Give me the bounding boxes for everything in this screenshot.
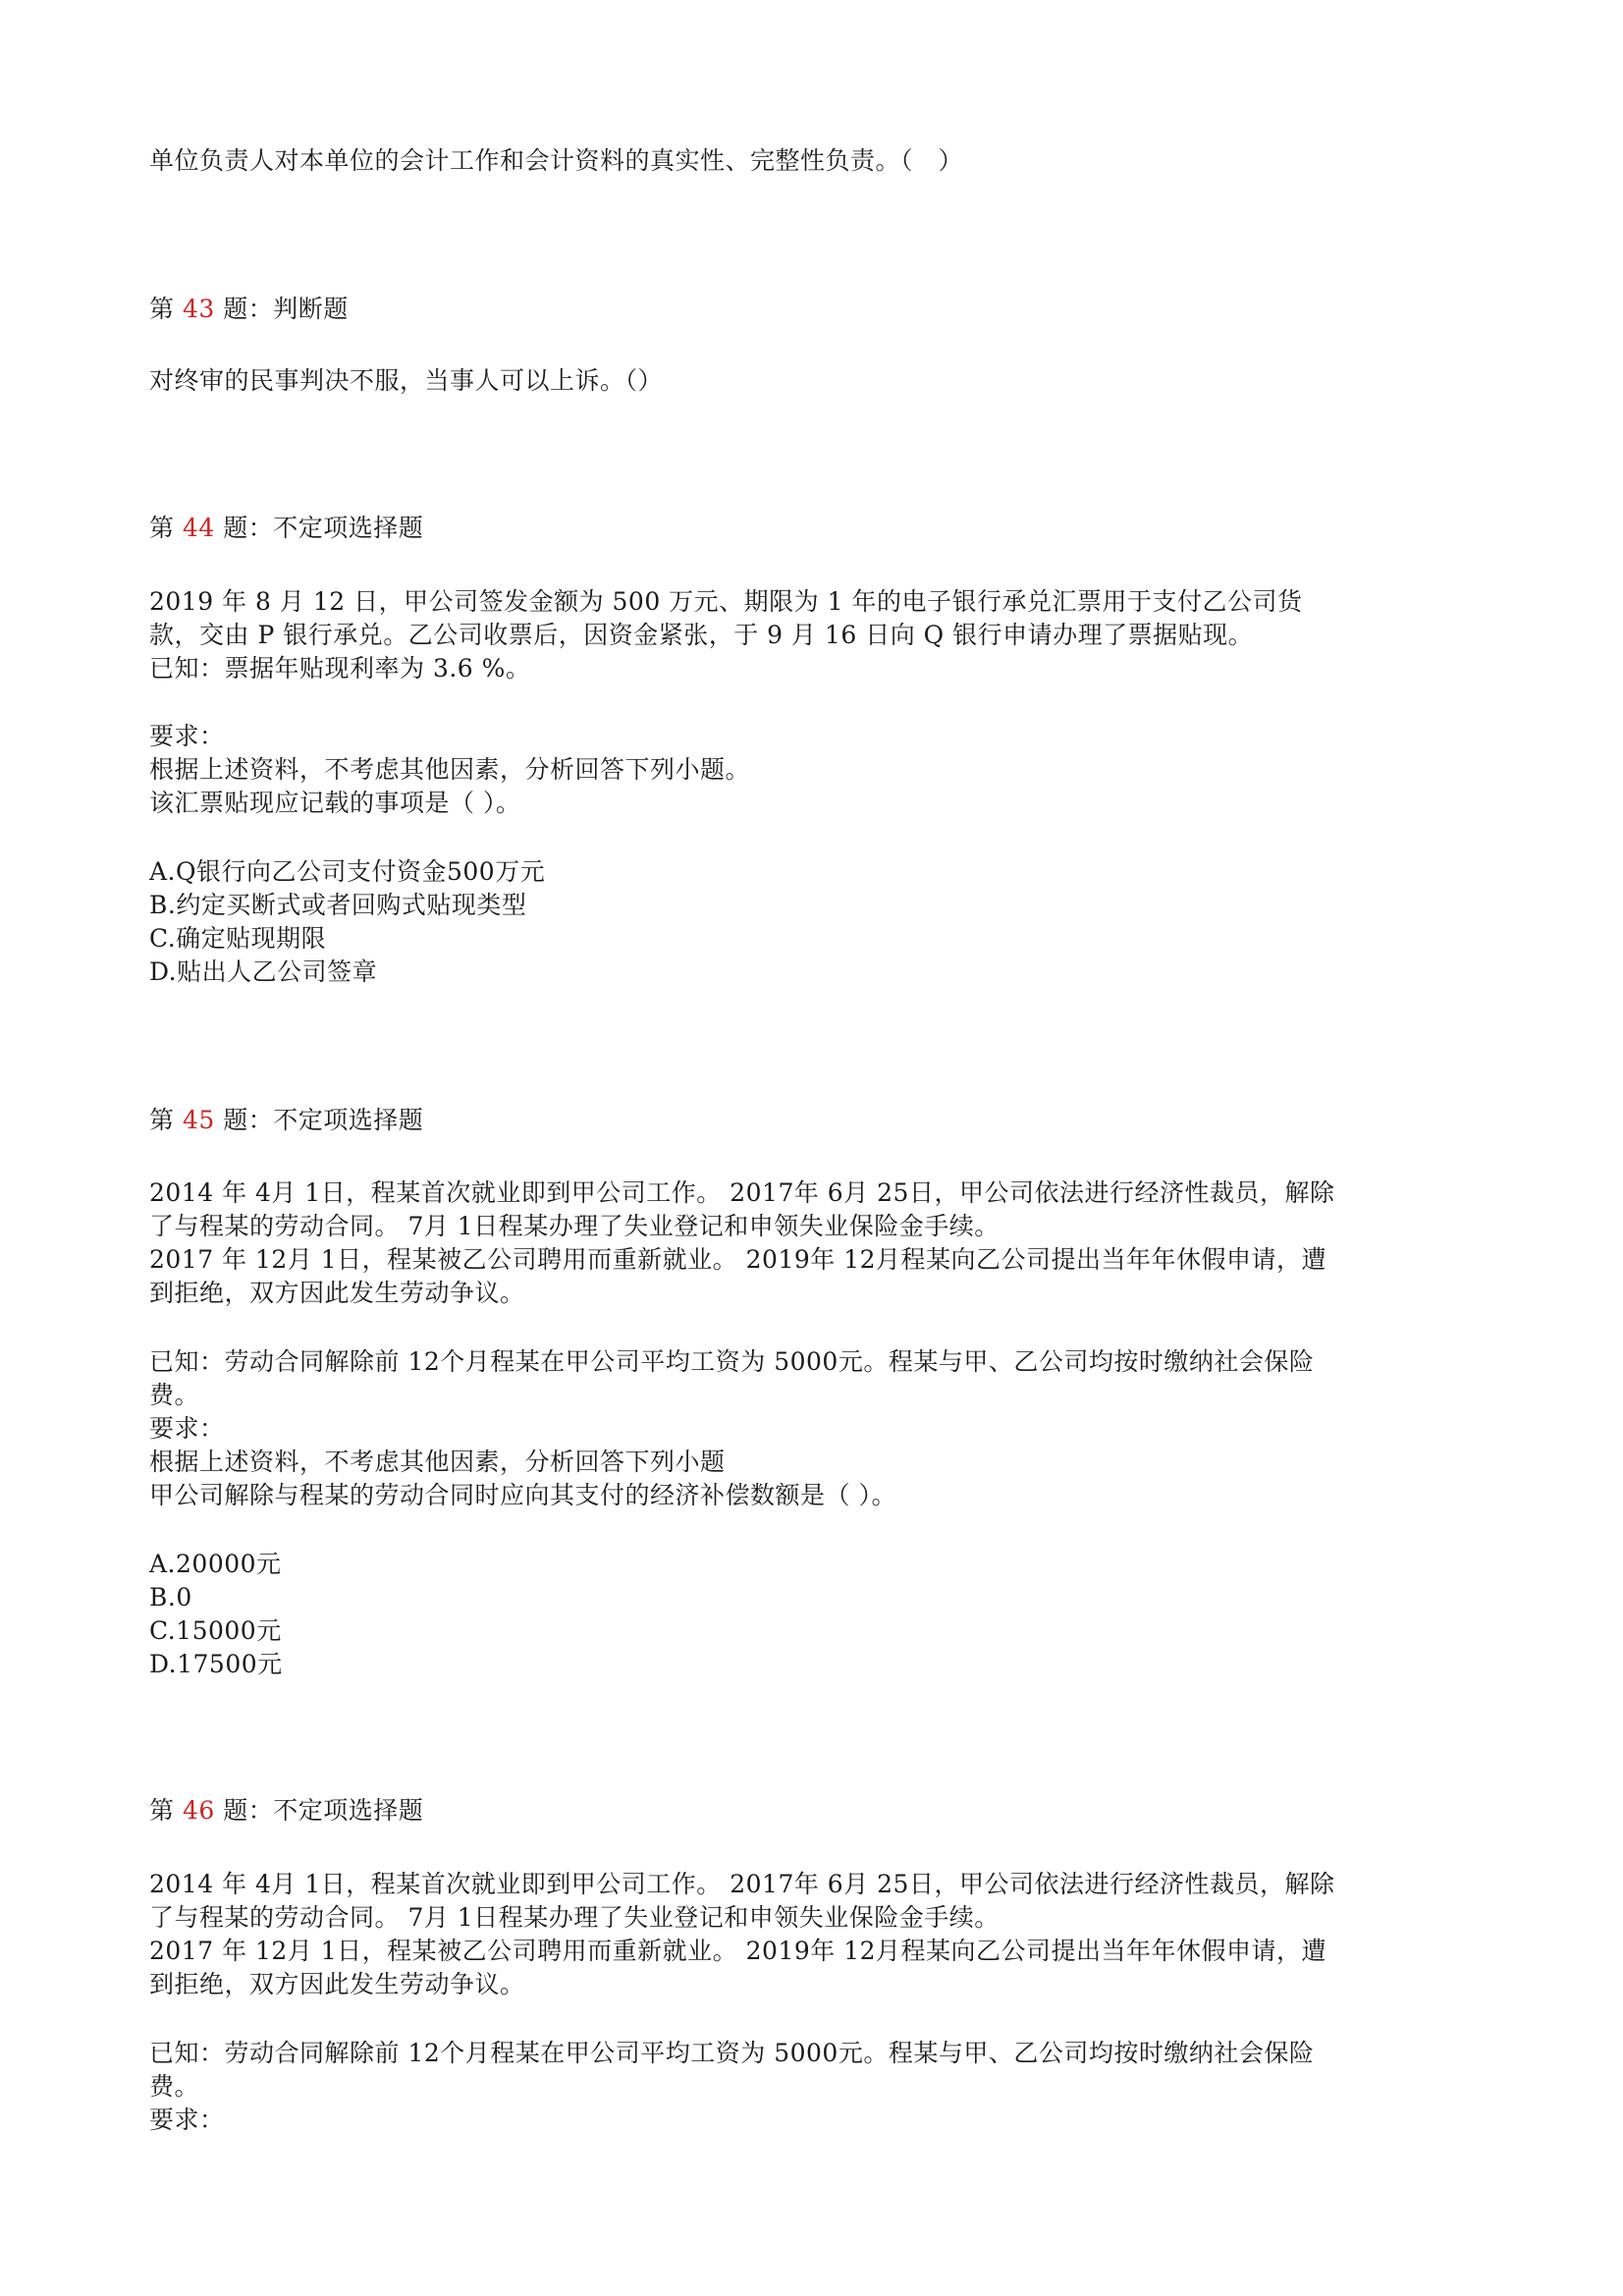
question-45-known-line: 甲公司解除与程某的劳动合同时应向其支付的经济补偿数额是（ ）。 (149, 1481, 896, 1509)
heading-prefix: 第 (149, 1796, 183, 1825)
question-46-material-line: 2017 年 12月 1日，程某被乙公司聘用而重新就业。 2019年 12月程某向乙公司提出当年年休假申请，遭 (149, 1937, 1327, 1965)
question-43-stem: 对终审的民事判决不服，当事人可以上诉。（） (149, 366, 664, 395)
question-number: 46 (182, 1796, 215, 1825)
question-45-known-line: 要求： (149, 1414, 225, 1443)
question-45-known-line: 已知：劳动合同解除前 12个月程某在甲公司平均工资为 5000元。程某与甲、乙公司均按时缴纳社会保险 (149, 1347, 1315, 1376)
question-44-requirement-line: 该汇票贴现应记载的事项是（ ）。 (149, 789, 521, 817)
question-46-material-line: 到拒绝，双方因此发生劳动争议。 (149, 1970, 525, 1998)
question-46-heading (149, 1794, 423, 1828)
question-46-known-line: 已知：劳动合同解除前 12个月程某在甲公司平均工资为 5000元。程某与甲、乙公司均按时缴纳社会保险 (149, 2039, 1315, 2067)
question-46-material-line: 2014 年 4月 1日，程某首次就业即到甲公司工作。 2017年 6月 25日，甲公司依法进行经济性裁员，解除 (149, 1870, 1335, 1898)
question-44-requirement-line: 根据上述资料，不考虑其他因素，分析回答下列小题。 (149, 755, 751, 784)
question-45-material-line: 了与程某的劳动合同。 7月 1日程某办理了失业登记和申领失业保险金手续。 (149, 1212, 1000, 1240)
question-45-option-c: C.15000元 (149, 1616, 282, 1645)
question-44-material-line: 款，交由 P 银行承兑。乙公司收票后，因资金紧张，于 9 月 16 日向 Q 银行申请办理了票据贴现。 (149, 621, 1254, 649)
question-number: 43 (182, 295, 215, 323)
question-44-material-line: 已知：票据年贴现利率为 3.6 %。 (149, 654, 531, 683)
heading-suffix: 题：不定项选择题 (214, 1796, 424, 1825)
question-44-option-b: B.约定买断式或者回购式贴现类型 (149, 891, 527, 919)
question-44-heading (149, 512, 423, 545)
question-45-known-line: 根据上述资料，不考虑其他因素，分析回答下列小题 (149, 1448, 726, 1476)
question-46-known-line: 要求： (149, 2105, 225, 2134)
question-43-heading (149, 293, 349, 326)
heading-prefix: 第 (149, 514, 183, 542)
question-44-option-d: D.贴出人乙公司签章 (149, 957, 378, 986)
question-45-heading (149, 1104, 423, 1137)
question-46-material-line: 了与程某的劳动合同。 7月 1日程某办理了失业登记和申领失业保险金手续。 (149, 1903, 1000, 1932)
question-45-option-b: B.0 (149, 1583, 192, 1612)
question-45-option-d: D.17500元 (149, 1650, 283, 1678)
question-44-option-a: A.Q银行向乙公司支付资金500万元 (149, 857, 546, 886)
heading-suffix: 题：判断题 (214, 295, 349, 323)
question-45-material-line: 到拒绝，双方因此发生劳动争议。 (149, 1279, 525, 1307)
heading-prefix: 第 (149, 295, 183, 323)
question-44-option-c: C.确定贴现期限 (149, 924, 327, 953)
question-number: 45 (182, 1106, 215, 1134)
question-44-material-line: 2019 年 8 月 12 日，甲公司签发金额为 500 万元、期限为 1 年的电子银行承兑汇票用于支付乙公司货 (149, 587, 1303, 616)
question-45-material-line: 2017 年 12月 1日，程某被乙公司聘用而重新就业。 2019年 12月程某向乙公司提出当年年休假申请，遭 (149, 1245, 1327, 1274)
question-42-stem: 单位负责人对本单位的会计工作和会计资料的真实性、完整性负责。（ ） (149, 146, 964, 175)
heading-prefix: 第 (149, 1106, 183, 1134)
question-45-known-line: 费。 (149, 1381, 200, 1409)
heading-suffix: 题：不定项选择题 (214, 514, 424, 542)
question-45-material-line: 2014 年 4月 1日，程某首次就业即到甲公司工作。 2017年 6月 25日，甲公司依法进行经济性裁员，解除 (149, 1178, 1335, 1207)
question-45-option-a: A.20000元 (149, 1550, 282, 1578)
heading-suffix: 题：不定项选择题 (214, 1106, 424, 1134)
question-number: 44 (182, 514, 215, 542)
question-46-known-line: 费。 (149, 2072, 200, 2101)
question-44-requirement-line: 要求： (149, 722, 225, 750)
